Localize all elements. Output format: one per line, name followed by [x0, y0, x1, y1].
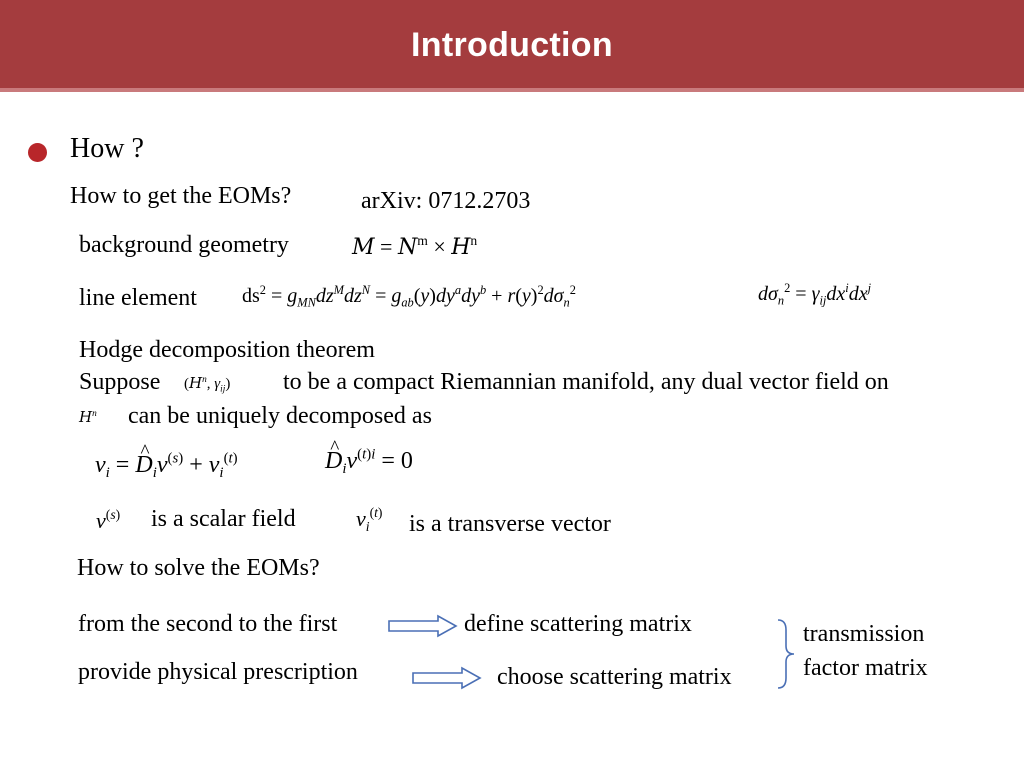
arrow-right-icon	[412, 667, 482, 689]
manifold-description: to be a compact Riemannian manifold, any dual vector field on	[283, 369, 889, 395]
scalar-field-text: is a scalar field	[151, 506, 296, 532]
transmission-line1: transmission	[803, 621, 925, 647]
bullet-dot	[28, 143, 47, 162]
bullet-heading: How ?	[70, 133, 144, 164]
hodge-theorem-title: Hodge decomposition theorem	[79, 337, 375, 363]
vector-symbol: $v_i^{(t)}$	[356, 505, 383, 534]
hn-symbol: $H^n$	[79, 408, 97, 426]
manifold-symbol: ($H^n$, $\gamma_{ij}$)	[184, 374, 231, 395]
how-get-eoms-text: How to get the EOMs?	[70, 183, 292, 209]
line-element-equation: $ds^2 = g_{MN}dz^Mdz^N = g_{ab}(y)dy^ady^b + r(y)^2d\sigma_n^2$	[242, 282, 576, 310]
curly-brace-icon	[774, 618, 798, 690]
decomposition-equation: $v_i$ = ^ $D_iv^{(s)} + v_i^{(t)}$	[95, 452, 238, 479]
transverse-condition-equation: ^ $D_iv^{(t)i} = 0$	[325, 448, 413, 475]
arxiv-reference: arXiv: 0712.2703	[361, 188, 531, 214]
header-bar	[0, 0, 1024, 92]
dsigma-equation: $d\sigma_n^2 = \gamma_{ij}dx^idx^j$	[758, 280, 872, 308]
decomposed-text: can be uniquely decomposed as	[128, 403, 432, 429]
transverse-vector-text: is a transverse vector	[409, 511, 611, 537]
provide-prescription-text: provide physical prescription	[78, 659, 358, 685]
define-scattering-text: define scattering matrix	[464, 611, 692, 637]
transmission-line2: factor matrix	[803, 655, 928, 681]
arrow-right-icon	[388, 615, 458, 637]
scalar-symbol: $v^{(s)}$	[96, 507, 121, 533]
background-geometry-label: background geometry	[79, 232, 289, 258]
choose-scattering-text: choose scattering matrix	[497, 664, 732, 690]
slide-title: Introduction	[411, 26, 613, 64]
background-geometry-equation: $M = N^m \times H^n$	[352, 233, 478, 260]
line-element-label: line element	[79, 285, 197, 311]
from-second-text: from the second to the first	[78, 611, 338, 637]
how-solve-eoms-text: How to solve the EOMs?	[77, 555, 320, 581]
suppose-text: Suppose	[79, 369, 161, 395]
